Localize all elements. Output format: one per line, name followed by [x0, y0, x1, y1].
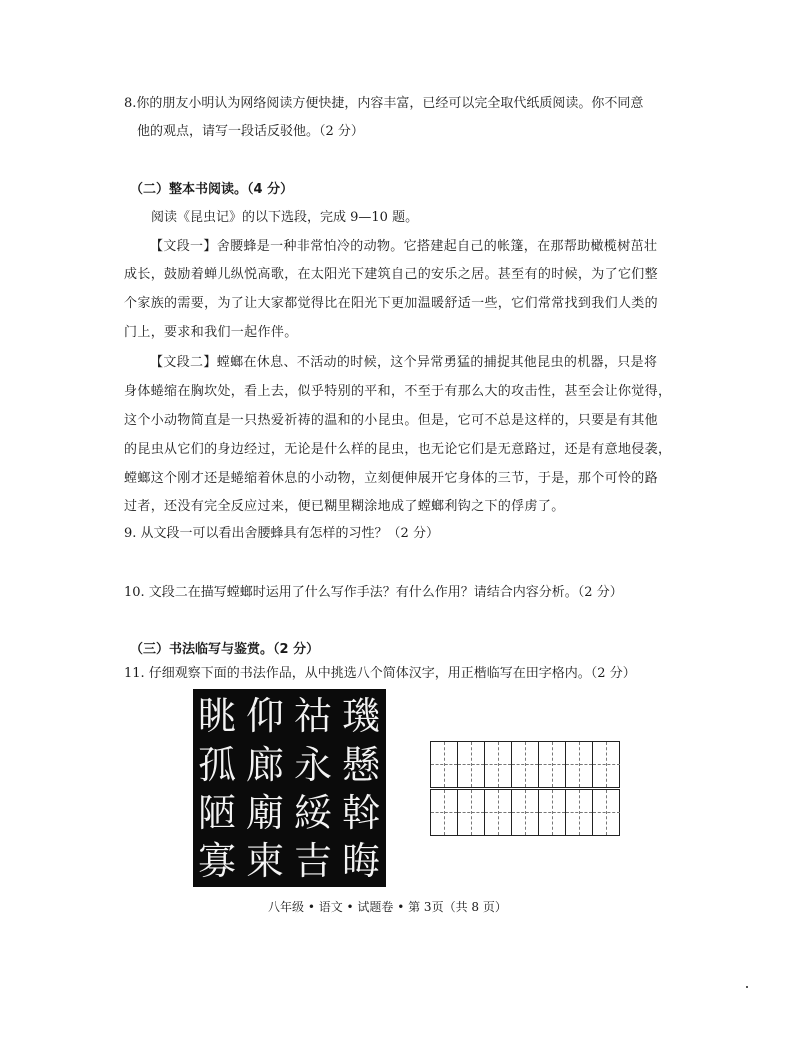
- tianzige-cell[interactable]: [485, 790, 512, 835]
- calligraphy-char: 柬: [245, 839, 284, 883]
- tianzige-cell[interactable]: [512, 742, 539, 787]
- excerpt2-line: 这个小动物简直是一只热爱祈祷的温和的小昆虫。但是，它可不总是这样的，只要是有其他: [124, 413, 659, 428]
- tianzige-cell[interactable]: [593, 790, 620, 835]
- calligraphy-char: 仰: [245, 694, 284, 738]
- tianzige-cell[interactable]: [431, 790, 458, 835]
- tianzige-cell[interactable]: [539, 790, 566, 835]
- tianzige-cell[interactable]: [512, 790, 539, 835]
- calligraphy-char: 廟: [245, 791, 284, 835]
- q9-text: 9. 从文段一可以看出舍腰蜂具有怎样的习性？（2 分）: [124, 526, 439, 541]
- excerpt1-line: 成长，鼓励着蝉儿纵悦高歌，在太阳光下建筑自己的安乐之居。甚至有的时候，为了它们整: [124, 267, 659, 282]
- calligraphy-char: 斡: [341, 791, 380, 835]
- calligraphy-char: 懸: [341, 743, 380, 787]
- section2-heading: （二）整本书阅读。（4 分）: [130, 182, 294, 197]
- tianzige-cell[interactable]: [431, 742, 458, 787]
- excerpt2-line: 【文段二】螳螂在休息、不活动的时候，这个异常勇猛的捕捉其他昆虫的机器，只是将: [150, 355, 658, 370]
- calligraphy-artwork: [193, 689, 386, 887]
- calligraphy-char: 永: [293, 743, 332, 787]
- tianzige-cell[interactable]: [458, 790, 485, 835]
- calligraphy-char: 廊: [245, 743, 284, 787]
- tianzige-cell[interactable]: [539, 742, 566, 787]
- excerpt1-line: 【文段一】舍腰蜂是一种非常怕冷的动物。它搭建起自己的帐篷，在那帮助橄榄树茁壮: [150, 239, 658, 254]
- q10-text: 10. 文段二在描写螳螂时运用了什么写作手法？有什么作用？请结合内容分析。（2 分）: [124, 585, 623, 600]
- calligraphy-char: 眺: [197, 694, 236, 738]
- tianzige-cell[interactable]: [458, 742, 485, 787]
- tianzige-grid-row1[interactable]: [430, 741, 620, 788]
- calligraphy-char: 璣: [341, 694, 380, 738]
- q8-line1: 8.你的朋友小明认为网络阅读方便快捷，内容丰富，已经可以完全取代纸质阅读。你不同意: [124, 96, 644, 111]
- section3-heading: （三）书法临写与鉴赏。（2 分）: [130, 642, 320, 657]
- calligraphy-char: 孤: [197, 743, 236, 787]
- calligraphy-char: 綏: [293, 791, 332, 835]
- q11-text: 11. 仔细观察下面的书法作品，从中挑选八个简体汉字，用正楷临写在田字格内。（2 分）: [124, 666, 636, 681]
- excerpt2-line: 过者，还没有完全反应过来，便已糊里糊涂地成了螳螂利钩之下的俘虏了。: [124, 499, 565, 514]
- tianzige-cell[interactable]: [485, 742, 512, 787]
- excerpt1-line: 个家族的需要，为了让大家都觉得比在阳光下更加温暖舒适一些，它们常常找到我们人类的: [124, 296, 659, 311]
- excerpt2-line: 身体蜷缩在胸坎处，看上去，似乎特别的平和，不至于有那么大的攻击性，甚至会让你觉得，: [124, 384, 672, 399]
- excerpt2-line: 的昆虫从它们的身边经过，无论是什么样的昆虫，也无论它们是无意路过，还是有意地侵袭，: [124, 442, 672, 457]
- calligraphy-char: 吉: [293, 839, 332, 883]
- calligraphy-char: 祜: [293, 694, 332, 738]
- page-footer: 八年级 • 语文 • 试题卷 • 第 3页（共 8 页）: [268, 900, 507, 914]
- tianzige-cell[interactable]: [566, 790, 593, 835]
- tianzige-cell[interactable]: [593, 742, 620, 787]
- q8-line2: 他的观点，请写一段话反驳他。（2 分）: [137, 124, 364, 139]
- calligraphy-char: 晦: [341, 839, 380, 883]
- section2-intro: 阅读《昆虫记》的以下选段，完成 9—10 题。: [151, 210, 419, 225]
- tianzige-grid-row2[interactable]: [430, 789, 620, 836]
- excerpt2-line: 螳螂这个刚才还是蜷缩着休息的小动物，立刻便伸展开它身体的三节，于是，那个可怜的路: [124, 471, 659, 486]
- excerpt1-line: 门上，要求和我们一起作伴。: [124, 325, 298, 340]
- calligraphy-char: 寡: [197, 839, 236, 883]
- scan-speck: [746, 986, 748, 988]
- calligraphy-char: 陋: [197, 791, 236, 835]
- tianzige-cell[interactable]: [566, 742, 593, 787]
